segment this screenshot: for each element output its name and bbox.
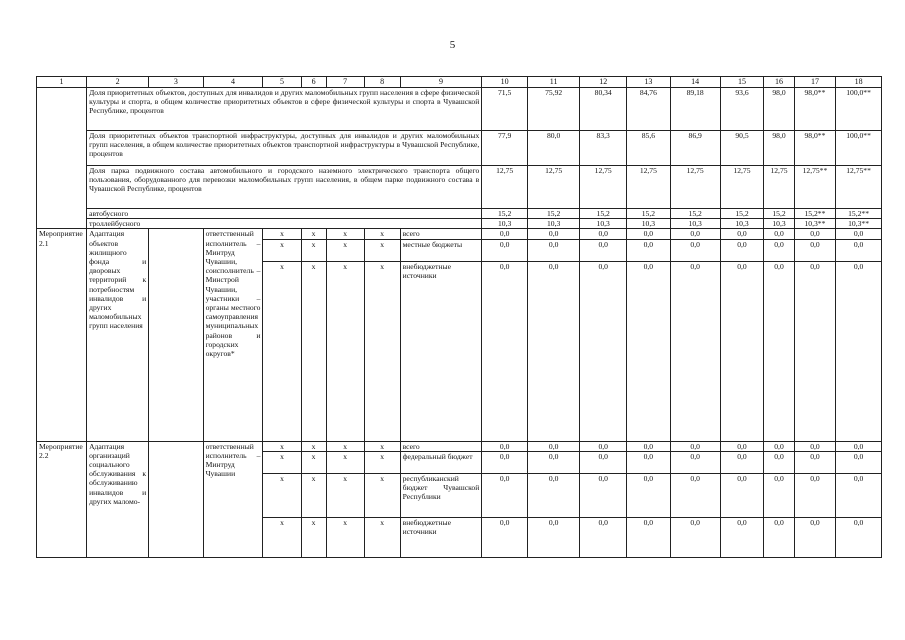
header-cell: 7	[326, 77, 364, 88]
funding-value: 0,0	[528, 229, 580, 239]
program-table	[36, 76, 882, 558]
header-cell: 11	[528, 77, 580, 88]
indicator-value: 15,2	[482, 209, 528, 219]
header-cell: 4	[203, 77, 263, 88]
indicator-row	[37, 88, 882, 131]
indicator-value: 93,6	[720, 88, 764, 131]
funding-source: всего	[400, 229, 482, 239]
x-mark: x	[326, 517, 364, 557]
funding-value: 0,0	[482, 441, 528, 451]
indicator-value: 98,0	[764, 88, 794, 131]
header-cell: 12	[580, 77, 627, 88]
indicator-value: 15,2**	[836, 209, 882, 219]
indicator-value: 10,3**	[836, 219, 882, 229]
funding-value: 0,0	[482, 239, 528, 261]
indicator-value: 12,75	[720, 166, 764, 209]
indicator-value: 84,76	[627, 88, 671, 131]
funding-value: 0,0	[836, 517, 882, 557]
funding-value: 0,0	[670, 441, 720, 451]
indicator-value: 75,92	[528, 88, 580, 131]
empty-cell	[37, 88, 87, 131]
funding-source: федеральный бюджет	[400, 451, 482, 473]
indicator-value: 15,2	[627, 209, 671, 219]
x-mark: x	[364, 441, 400, 451]
indicator-value: 80,0	[528, 131, 580, 166]
indicator-value: 10,3	[720, 219, 764, 229]
funding-value: 0,0	[670, 229, 720, 239]
x-mark: x	[301, 239, 326, 261]
indicator-value: 10,3	[627, 219, 671, 229]
funding-value: 0,0	[836, 261, 882, 441]
funding-source: республиканский бюджет Чувашской Республики	[400, 473, 482, 517]
header-cell: 3	[149, 77, 203, 88]
header-cell: 5	[263, 77, 301, 88]
header-cell: 17	[794, 77, 835, 88]
funding-value: 0,0	[794, 517, 835, 557]
empty-cell	[37, 166, 87, 209]
funding-value: 0,0	[528, 239, 580, 261]
x-mark: x	[263, 517, 301, 557]
indicator-value: 12,75**	[794, 166, 835, 209]
measure-row	[37, 441, 882, 451]
funding-value: 0,0	[528, 441, 580, 451]
funding-value: 0,0	[836, 451, 882, 473]
funding-value: 0,0	[764, 239, 794, 261]
indicator-text: Доля приоритетных объектов, доступных для инвалидов и других маломобильных групп населения в сфере физической культуры и спорта, в общем количестве приоритетных объектов в сфере физической культуры и спорта в Чувашской Республике, процентов	[87, 88, 482, 131]
funding-value: 0,0	[720, 229, 764, 239]
empty-cell	[37, 131, 87, 166]
funding-value: 0,0	[720, 441, 764, 451]
indicator-value: 15,2**	[794, 209, 835, 219]
funding-source: местные бюджеты	[400, 239, 482, 261]
indicator-value: 15,2	[720, 209, 764, 219]
funding-value: 0,0	[720, 261, 764, 441]
indicator-value: 100,0**	[836, 131, 882, 166]
header-cell: 6	[301, 77, 326, 88]
measure-executor: ответственный исполнитель – Минтруд Чувашии	[203, 441, 263, 557]
indicator-value: 12,75**	[836, 166, 882, 209]
empty-cell	[149, 229, 203, 441]
header-cell: 10	[482, 77, 528, 88]
indicator-value: 12,75	[764, 166, 794, 209]
measure-label: Мероприятие 2.1	[37, 229, 87, 441]
header-cell: 1	[37, 77, 87, 88]
funding-value: 0,0	[794, 229, 835, 239]
indicator-value: 71,5	[482, 88, 528, 131]
empty-cell	[37, 209, 87, 219]
indicator-value: 85,6	[627, 131, 671, 166]
funding-value: 0,0	[528, 473, 580, 517]
x-mark: x	[364, 229, 400, 239]
funding-value: 0,0	[580, 441, 627, 451]
funding-value: 0,0	[482, 229, 528, 239]
indicator-value: 80,34	[580, 88, 627, 131]
funding-value: 0,0	[482, 473, 528, 517]
funding-value: 0,0	[670, 239, 720, 261]
x-mark: x	[263, 239, 301, 261]
indicator-value: 12,75	[580, 166, 627, 209]
funding-value: 0,0	[720, 239, 764, 261]
indicator-text: Доля парка подвижного состава автомобильного и городского наземного электрического транспорта общего пользования, оборудованного для перевозки маломобильных групп населения, в общем парке подвижного состава в Чувашской Республике, процентов	[87, 166, 482, 209]
funding-value: 0,0	[836, 441, 882, 451]
funding-value: 0,0	[764, 441, 794, 451]
indicator-value: 83,3	[580, 131, 627, 166]
funding-value: 0,0	[580, 473, 627, 517]
measure-name: Адаптация организаций социального обслуживания к обслуживанию инвалидов и других маломо-	[87, 441, 149, 557]
indicator-value: 10,3	[670, 219, 720, 229]
indicator-value: 15,2	[764, 209, 794, 219]
empty-cell	[37, 219, 87, 229]
indicator-value: 10,3	[482, 219, 528, 229]
measure-label: Мероприятие 2.2	[37, 441, 87, 557]
header-cell: 18	[836, 77, 882, 88]
header-cell: 16	[764, 77, 794, 88]
indicator-text: автобусного	[87, 209, 482, 219]
funding-value: 0,0	[670, 473, 720, 517]
x-mark: x	[301, 441, 326, 451]
x-mark: x	[326, 229, 364, 239]
x-mark: x	[364, 261, 400, 441]
funding-source: всего	[400, 441, 482, 451]
x-mark: x	[263, 441, 301, 451]
x-mark: x	[364, 517, 400, 557]
funding-value: 0,0	[627, 239, 671, 261]
indicator-value: 10,3	[528, 219, 580, 229]
funding-value: 0,0	[720, 473, 764, 517]
funding-value: 0,0	[627, 473, 671, 517]
funding-value: 0,0	[836, 239, 882, 261]
funding-source: внебюджетные источники	[400, 517, 482, 557]
funding-value: 0,0	[764, 451, 794, 473]
x-mark: x	[263, 451, 301, 473]
empty-cell	[149, 441, 203, 557]
x-mark: x	[301, 517, 326, 557]
funding-value: 0,0	[627, 229, 671, 239]
indicator-value: 86,9	[670, 131, 720, 166]
measure-name: Адаптация объектов жилищного фонда и дворовых территорий к потребностям инвалидов и других маломобильных групп населения	[87, 229, 149, 441]
indicator-value: 98,0	[764, 131, 794, 166]
x-mark: x	[263, 473, 301, 517]
indicator-value: 10,3**	[794, 219, 835, 229]
funding-value: 0,0	[528, 517, 580, 557]
page-number: 5	[449, 39, 456, 51]
indicator-row	[37, 209, 882, 219]
x-mark: x	[326, 441, 364, 451]
indicator-value: 12,75	[482, 166, 528, 209]
funding-value: 0,0	[794, 261, 835, 441]
funding-value: 0,0	[794, 239, 835, 261]
funding-value: 0,0	[627, 451, 671, 473]
funding-value: 0,0	[836, 473, 882, 517]
indicator-value: 98,0**	[794, 131, 835, 166]
x-mark: x	[326, 261, 364, 441]
funding-value: 0,0	[482, 261, 528, 441]
indicator-value: 15,2	[528, 209, 580, 219]
funding-value: 0,0	[794, 473, 835, 517]
x-mark: x	[301, 451, 326, 473]
funding-value: 0,0	[794, 441, 835, 451]
header-cell: 15	[720, 77, 764, 88]
indicator-value: 77,9	[482, 131, 528, 166]
funding-value: 0,0	[720, 451, 764, 473]
funding-value: 0,0	[764, 473, 794, 517]
x-mark: x	[263, 229, 301, 239]
measure-executor: ответственный исполнитель – Минтруд Чувашии, соисполнитель – Минстрой Чувашии, участники – органы местного самоуправления муниципальных районов и городских округов*	[203, 229, 263, 441]
funding-value: 0,0	[670, 517, 720, 557]
x-mark: x	[263, 261, 301, 441]
indicator-text: Доля приоритетных объектов транспортной инфраструктуры, доступных для инвалидов и других маломобильных групп населения, в общем количестве приоритетных объектов транспортной инфраструктуры в Чувашской Республике, процентов	[87, 131, 482, 166]
x-mark: x	[326, 451, 364, 473]
indicator-value: 12,75	[528, 166, 580, 209]
x-mark: x	[301, 261, 326, 441]
measure-row	[37, 229, 882, 239]
indicator-row	[37, 166, 882, 209]
x-mark: x	[301, 229, 326, 239]
indicator-value: 100,0**	[836, 88, 882, 131]
funding-value: 0,0	[627, 441, 671, 451]
header-cell: 14	[670, 77, 720, 88]
header-row	[37, 77, 882, 88]
funding-value: 0,0	[764, 261, 794, 441]
funding-value: 0,0	[627, 261, 671, 441]
funding-value: 0,0	[670, 451, 720, 473]
indicator-value: 98,0**	[794, 88, 835, 131]
funding-source: внебюджетные источники	[400, 261, 482, 441]
indicator-value: 89,18	[670, 88, 720, 131]
indicator-value: 15,2	[670, 209, 720, 219]
funding-value: 0,0	[482, 517, 528, 557]
indicator-value: 15,2	[580, 209, 627, 219]
funding-value: 0,0	[580, 517, 627, 557]
indicator-value: 10,3	[580, 219, 627, 229]
funding-value: 0,0	[580, 261, 627, 441]
header-cell: 13	[627, 77, 671, 88]
header-cell: 8	[364, 77, 400, 88]
x-mark: x	[301, 473, 326, 517]
indicator-value: 12,75	[670, 166, 720, 209]
indicator-value: 12,75	[627, 166, 671, 209]
indicator-text: троллейбусного	[87, 219, 482, 229]
funding-value: 0,0	[528, 451, 580, 473]
funding-value: 0,0	[670, 261, 720, 441]
funding-value: 0,0	[764, 517, 794, 557]
x-mark: x	[326, 473, 364, 517]
indicator-row	[37, 219, 882, 229]
header-cell: 9	[400, 77, 482, 88]
x-mark: x	[364, 473, 400, 517]
funding-value: 0,0	[580, 229, 627, 239]
x-mark: x	[364, 451, 400, 473]
funding-value: 0,0	[580, 451, 627, 473]
indicator-value: 10,3	[764, 219, 794, 229]
x-mark: x	[364, 239, 400, 261]
funding-value: 0,0	[528, 261, 580, 441]
funding-value: 0,0	[580, 239, 627, 261]
funding-value: 0,0	[764, 229, 794, 239]
x-mark: x	[326, 239, 364, 261]
funding-value: 0,0	[794, 451, 835, 473]
indicator-row	[37, 131, 882, 166]
funding-value: 0,0	[720, 517, 764, 557]
header-cell: 2	[87, 77, 149, 88]
funding-value: 0,0	[627, 517, 671, 557]
funding-value: 0,0	[482, 451, 528, 473]
indicator-value: 90,5	[720, 131, 764, 166]
funding-value: 0,0	[836, 229, 882, 239]
